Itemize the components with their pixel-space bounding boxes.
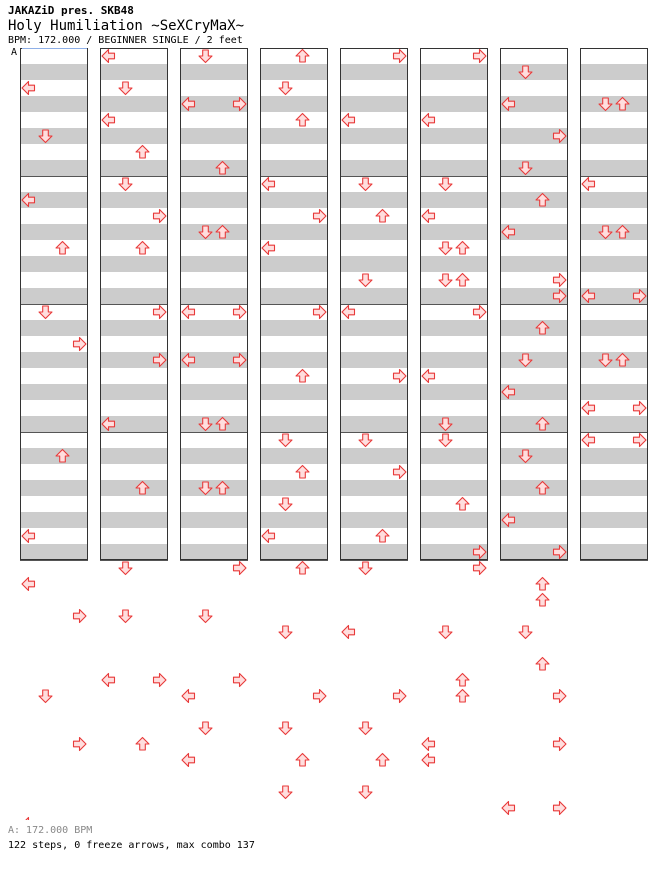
step-arrow-up xyxy=(536,594,549,607)
beat-row xyxy=(260,144,328,160)
beat-row xyxy=(180,336,248,352)
beat-row xyxy=(420,384,488,400)
step-arrow-right xyxy=(314,690,327,703)
beat-row xyxy=(20,240,88,256)
beat-row xyxy=(100,400,168,416)
beat-row xyxy=(20,176,88,192)
beat-row xyxy=(580,512,648,528)
beat-row xyxy=(340,176,408,192)
step-arrow-up xyxy=(536,578,549,591)
beat-row xyxy=(20,112,88,128)
beat-row xyxy=(420,288,488,304)
beat-row xyxy=(420,320,488,336)
beat-row xyxy=(180,128,248,144)
beat-row xyxy=(100,176,168,192)
beat-row xyxy=(420,464,488,480)
beat-row xyxy=(420,400,488,416)
beat-row xyxy=(100,272,168,288)
beat-row xyxy=(100,80,168,96)
beat-row xyxy=(180,528,248,544)
chart-column xyxy=(340,48,408,561)
beat-row xyxy=(340,160,408,176)
beat-row xyxy=(420,224,488,240)
beat-row xyxy=(340,480,408,496)
beat-row xyxy=(20,160,88,176)
beat-row xyxy=(20,416,88,432)
beat-row xyxy=(180,144,248,160)
step-arrow-down xyxy=(119,562,132,575)
step-arrow-left xyxy=(422,738,435,751)
beat-row xyxy=(260,512,328,528)
beat-row xyxy=(100,512,168,528)
step-arrow-up xyxy=(536,658,549,671)
beat-row xyxy=(340,448,408,464)
beat-row xyxy=(100,192,168,208)
chart-column xyxy=(100,48,168,561)
beat-row xyxy=(500,432,568,448)
beat-row xyxy=(260,48,328,64)
beat-row xyxy=(340,544,408,560)
beat-row xyxy=(420,512,488,528)
beat-row xyxy=(500,464,568,480)
beat-row xyxy=(180,192,248,208)
beat-row xyxy=(340,288,408,304)
step-arrow-down xyxy=(279,786,292,799)
step-arrow-down xyxy=(199,722,212,735)
beat-row xyxy=(260,80,328,96)
beat-row xyxy=(500,416,568,432)
beat-row xyxy=(20,480,88,496)
beat-row xyxy=(420,80,488,96)
step-arrow-left xyxy=(502,802,515,815)
beat-row xyxy=(20,368,88,384)
beat-row xyxy=(420,144,488,160)
beat-row xyxy=(420,272,488,288)
beat-row xyxy=(340,80,408,96)
beat-row xyxy=(20,544,88,560)
beat-row xyxy=(260,368,328,384)
beat-row xyxy=(500,496,568,512)
beat-row xyxy=(180,416,248,432)
beat-row xyxy=(340,320,408,336)
chart-column xyxy=(20,48,88,561)
beat-row xyxy=(340,192,408,208)
beat-row xyxy=(260,400,328,416)
beat-row xyxy=(580,272,648,288)
beat-row xyxy=(20,352,88,368)
bpm-section-marker: A xyxy=(11,47,18,58)
beat-row xyxy=(180,384,248,400)
step-arrow-left xyxy=(422,754,435,767)
beat-row xyxy=(180,368,248,384)
beat-row xyxy=(180,160,248,176)
beat-row xyxy=(420,352,488,368)
beat-row xyxy=(500,528,568,544)
beat-row xyxy=(420,160,488,176)
beat-row xyxy=(100,528,168,544)
step-arrow-down xyxy=(199,610,212,623)
beat-row xyxy=(20,288,88,304)
beat-row xyxy=(420,128,488,144)
beat-row xyxy=(180,272,248,288)
step-arrow-left xyxy=(22,818,35,821)
beat-row xyxy=(340,496,408,512)
beat-row xyxy=(100,256,168,272)
beat-row xyxy=(580,80,648,96)
beat-row xyxy=(20,64,88,80)
step-arrow-up xyxy=(296,754,309,767)
beat-row xyxy=(260,384,328,400)
beat-row xyxy=(580,96,648,112)
step-arrow-left xyxy=(102,674,115,687)
beat-row xyxy=(420,416,488,432)
beat-row xyxy=(260,416,328,432)
beat-row xyxy=(260,432,328,448)
beat-row xyxy=(340,272,408,288)
beat-row xyxy=(420,176,488,192)
step-arrow-up xyxy=(136,738,149,751)
beat-row xyxy=(420,240,488,256)
beat-row xyxy=(260,464,328,480)
beat-row xyxy=(580,336,648,352)
beat-row xyxy=(500,176,568,192)
beat-row xyxy=(340,96,408,112)
beat-row xyxy=(580,384,648,400)
beat-row xyxy=(180,256,248,272)
bpm-section-line xyxy=(22,48,87,49)
beat-row xyxy=(180,464,248,480)
beat-row xyxy=(260,96,328,112)
beat-row xyxy=(420,432,488,448)
beat-row xyxy=(20,304,88,320)
beat-row xyxy=(260,336,328,352)
beat-row xyxy=(260,256,328,272)
beat-row xyxy=(180,64,248,80)
beat-row xyxy=(340,400,408,416)
beat-row xyxy=(100,240,168,256)
beat-row xyxy=(20,384,88,400)
beat-row xyxy=(100,496,168,512)
beat-row xyxy=(340,144,408,160)
step-arrow-right xyxy=(394,690,407,703)
chart-column xyxy=(420,48,488,561)
beat-row xyxy=(580,352,648,368)
beat-row xyxy=(100,224,168,240)
chart-column xyxy=(580,48,648,561)
beat-row xyxy=(500,400,568,416)
beat-row xyxy=(340,208,408,224)
beat-row xyxy=(500,208,568,224)
step-arrow-right xyxy=(234,674,247,687)
step-arrow-up xyxy=(456,690,469,703)
beat-row xyxy=(100,432,168,448)
beat-row xyxy=(420,336,488,352)
beat-row xyxy=(420,96,488,112)
beat-row xyxy=(180,320,248,336)
beat-row xyxy=(180,544,248,560)
beat-row xyxy=(20,144,88,160)
beat-row xyxy=(20,400,88,416)
beat-row xyxy=(100,64,168,80)
beat-row xyxy=(580,240,648,256)
step-arrow-left xyxy=(182,690,195,703)
step-arrow-right xyxy=(74,610,87,623)
beat-row xyxy=(100,336,168,352)
bpm-footer: A: 172.000 BPM xyxy=(8,825,93,836)
beat-row xyxy=(20,512,88,528)
beat-row xyxy=(340,416,408,432)
beat-row xyxy=(500,448,568,464)
beat-row xyxy=(20,448,88,464)
beat-row xyxy=(20,272,88,288)
beat-row xyxy=(340,64,408,80)
beat-row xyxy=(260,544,328,560)
beat-row xyxy=(580,144,648,160)
beat-row xyxy=(580,112,648,128)
step-arrow-down xyxy=(279,722,292,735)
beat-row xyxy=(500,480,568,496)
beat-row xyxy=(100,480,168,496)
step-arrow-down xyxy=(279,626,292,639)
beat-row xyxy=(500,64,568,80)
beat-row xyxy=(580,528,648,544)
beat-row xyxy=(580,464,648,480)
beat-row xyxy=(340,240,408,256)
beat-row xyxy=(580,160,648,176)
beat-row xyxy=(500,80,568,96)
chart-column xyxy=(180,48,248,561)
beat-row xyxy=(580,368,648,384)
beat-row xyxy=(500,256,568,272)
step-arrow-right xyxy=(74,738,87,751)
beat-row xyxy=(500,368,568,384)
beat-row xyxy=(260,192,328,208)
beat-row xyxy=(20,432,88,448)
step-arrow-left xyxy=(22,578,35,591)
beat-row xyxy=(580,128,648,144)
step-arrow-up xyxy=(376,754,389,767)
beat-row xyxy=(100,144,168,160)
beat-row xyxy=(260,160,328,176)
beat-row xyxy=(500,144,568,160)
beat-row xyxy=(20,128,88,144)
beat-row xyxy=(20,48,88,64)
beat-row xyxy=(260,64,328,80)
step-arrow-right xyxy=(154,674,167,687)
beat-row xyxy=(20,320,88,336)
beat-row xyxy=(180,224,248,240)
beat-row xyxy=(260,352,328,368)
beat-row xyxy=(580,304,648,320)
beat-row xyxy=(100,448,168,464)
beat-row xyxy=(340,384,408,400)
beat-row xyxy=(20,208,88,224)
beat-row xyxy=(20,496,88,512)
beat-row xyxy=(500,240,568,256)
beat-row xyxy=(340,128,408,144)
beat-row xyxy=(180,480,248,496)
chart-info: BPM: 172.000 / BEGINNER SINGLE / 2 feet xyxy=(8,35,243,46)
beat-row xyxy=(580,64,648,80)
chart-column xyxy=(500,48,568,561)
beat-row xyxy=(340,512,408,528)
beat-row xyxy=(260,320,328,336)
step-arrow-down xyxy=(359,562,372,575)
beat-row xyxy=(420,256,488,272)
beat-row xyxy=(580,320,648,336)
beat-row xyxy=(180,512,248,528)
beat-row xyxy=(580,208,648,224)
step-arrow-down xyxy=(439,626,452,639)
beat-row xyxy=(500,112,568,128)
beat-row xyxy=(260,448,328,464)
beat-row xyxy=(180,400,248,416)
beat-row xyxy=(180,496,248,512)
beat-row xyxy=(500,48,568,64)
beat-row xyxy=(420,448,488,464)
step-arrow-right xyxy=(474,562,487,575)
beat-row xyxy=(580,416,648,432)
beat-row xyxy=(420,528,488,544)
beat-row xyxy=(100,128,168,144)
beat-row xyxy=(180,432,248,448)
beat-row xyxy=(500,320,568,336)
beat-row xyxy=(20,96,88,112)
author-credit: JAKAZiD pres. SKB48 xyxy=(8,4,134,17)
step-arrow-down xyxy=(359,786,372,799)
beat-row xyxy=(340,432,408,448)
beat-row xyxy=(180,80,248,96)
beat-row xyxy=(500,336,568,352)
beat-row xyxy=(260,496,328,512)
beat-row xyxy=(340,352,408,368)
beat-row xyxy=(580,192,648,208)
beat-row xyxy=(180,112,248,128)
beat-row xyxy=(180,448,248,464)
beat-row xyxy=(500,304,568,320)
beat-row xyxy=(580,48,648,64)
beat-row xyxy=(100,384,168,400)
step-arrow-right xyxy=(554,738,567,751)
beat-row xyxy=(260,288,328,304)
beat-row xyxy=(100,96,168,112)
beat-row xyxy=(580,480,648,496)
beat-row xyxy=(420,480,488,496)
beat-row xyxy=(100,160,168,176)
step-arrow-up xyxy=(456,674,469,687)
beat-row xyxy=(100,464,168,480)
beat-row xyxy=(180,288,248,304)
beat-row xyxy=(500,160,568,176)
step-arrow-down xyxy=(119,610,132,623)
beat-row xyxy=(180,208,248,224)
chart-column xyxy=(260,48,328,561)
beat-row xyxy=(340,224,408,240)
beat-row xyxy=(420,64,488,80)
beat-row xyxy=(180,48,248,64)
beat-row xyxy=(20,256,88,272)
beat-row xyxy=(420,192,488,208)
beat-row xyxy=(20,224,88,240)
step-arrow-down xyxy=(359,722,372,735)
beat-row xyxy=(180,240,248,256)
beat-row xyxy=(100,544,168,560)
beat-row xyxy=(260,480,328,496)
beat-row xyxy=(260,272,328,288)
step-arrow-right xyxy=(234,562,247,575)
beat-row xyxy=(500,352,568,368)
beat-row xyxy=(580,224,648,240)
steps-summary: 122 steps, 0 freeze arrows, max combo 137 xyxy=(8,840,255,851)
beat-row xyxy=(500,192,568,208)
beat-row xyxy=(580,544,648,560)
beat-row xyxy=(580,448,648,464)
step-arrow-left xyxy=(182,754,195,767)
step-arrow-right xyxy=(554,690,567,703)
beat-row xyxy=(100,288,168,304)
beat-row xyxy=(260,224,328,240)
beat-row xyxy=(580,496,648,512)
beat-row xyxy=(20,464,88,480)
beat-row xyxy=(420,496,488,512)
beat-row xyxy=(260,128,328,144)
step-arrow-down xyxy=(519,626,532,639)
step-arrow-down xyxy=(39,690,52,703)
song-title: Holy Humiliation ~SeXCryMaX~ xyxy=(8,18,245,34)
step-arrow-right xyxy=(554,802,567,815)
beat-row xyxy=(100,320,168,336)
beat-row xyxy=(340,336,408,352)
beat-row xyxy=(180,176,248,192)
beat-row xyxy=(100,368,168,384)
beat-row xyxy=(580,256,648,272)
step-arrow-up xyxy=(296,562,309,575)
beat-row xyxy=(340,256,408,272)
beat-row xyxy=(260,112,328,128)
beat-row xyxy=(340,528,408,544)
step-arrow-left xyxy=(342,626,355,639)
